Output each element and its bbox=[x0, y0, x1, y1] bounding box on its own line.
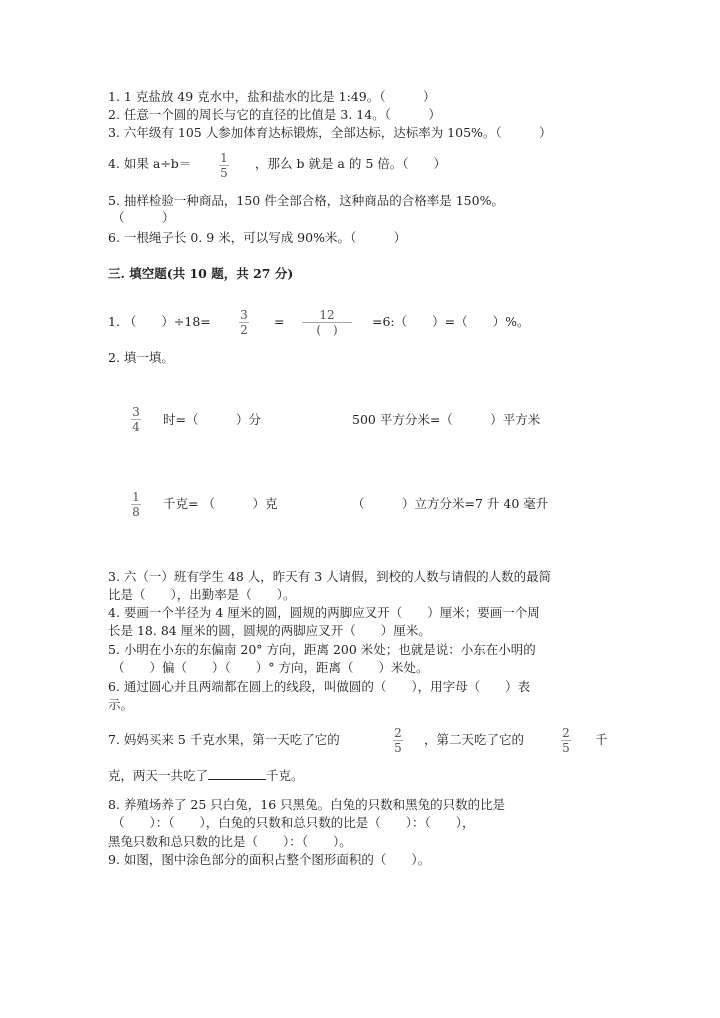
fill-q7-e: 千克。 bbox=[266, 768, 304, 783]
fill-q8-l2: （ ）：（ ），白兔的只数和总只数的比是（ ）：（ ）， bbox=[112, 815, 475, 830]
fraction-1-8 bbox=[131, 490, 141, 519]
fill-q7-c: 千 bbox=[595, 732, 608, 747]
judge-q5: 5. 抽样检验一种商品，150 件全部合格，这种商品的合格率是 150%。 bbox=[108, 193, 504, 208]
numerator: 2 bbox=[562, 726, 570, 740]
denominator: 5 bbox=[394, 741, 402, 755]
fraction-1-5 bbox=[219, 151, 229, 180]
fill-q4-l2: 长是 18. 84 厘米的圆，圆规的两脚应叉开（ ）厘米。 bbox=[108, 623, 431, 638]
fraction-3-2 bbox=[239, 308, 249, 337]
fraction-2-5 bbox=[561, 726, 571, 755]
fill-q6-l2: 示。 bbox=[108, 697, 134, 712]
fill-q7-b: ，第二天吃了它的 bbox=[424, 732, 525, 747]
denominator: 2 bbox=[240, 323, 248, 337]
fill-q2-kg: 千克= （ ）克 bbox=[163, 496, 278, 511]
judge-q4-a: 4. 如果 a÷b＝ bbox=[108, 156, 192, 171]
fraction-12-blank bbox=[302, 308, 352, 337]
denominator: ( ) bbox=[316, 323, 338, 337]
fill-q3-l2: 比是（ ），出勤率是（ ）。 bbox=[108, 587, 296, 602]
fill-q3-l1: 3. 六（一）班有学生 48 人，昨天有 3 人请假，到校的人数与请假的人数的最简 bbox=[108, 569, 552, 584]
fill-q8-l3: 黑兔只数和总只数的比是（ ）：（ ）。 bbox=[108, 834, 352, 849]
fraction-2-5 bbox=[393, 726, 403, 755]
numerator: 3 bbox=[132, 405, 140, 419]
numerator: 1 bbox=[220, 151, 228, 165]
fill-q1-a: 1. （ ）÷18= bbox=[108, 314, 211, 329]
fill-q2-area: 500 平方分米=（ ）平方米 bbox=[352, 412, 541, 427]
fraction-3-4 bbox=[131, 405, 141, 434]
judge-q4-b: ，那么 b 就是 a 的 5 倍。（ ） bbox=[255, 156, 446, 171]
numerator: 12 bbox=[319, 308, 335, 322]
fill-q1-b: =6:（ ）=（ ）%。 bbox=[372, 314, 530, 329]
fill-q9: 9. 如图，图中涂色部分的面积占整个图形面积的（ ）。 bbox=[108, 852, 431, 867]
numerator: 3 bbox=[240, 308, 248, 322]
judge-q6: 6. 一根绳子长 0. 9 米，可以写成 90%米。（ ） bbox=[108, 230, 407, 245]
fill-q6-l1: 6. 通过圆心并且两端都在圆上的线段，叫做圆的（ ），用字母（ ）表 bbox=[108, 679, 531, 694]
fill-q2-volume: （ ）立方分米=7 升 40 毫升 bbox=[352, 496, 549, 511]
equals: = bbox=[274, 314, 285, 329]
judge-q1: 1. 1 克盐放 49 克水中，盐和盐水的比是 1:49。（ ） bbox=[108, 89, 436, 104]
fill-q7-line2 bbox=[108, 767, 304, 784]
fill-q4-l1: 4. 要画一个半径为 4 厘米的圆，圆规的两脚应叉开（ ）厘米；要画一个周 bbox=[108, 605, 540, 620]
denominator: 5 bbox=[220, 166, 228, 180]
judge-q3: 3. 六年级有 105 人参加体育达标锻炼，全部达标，达标率为 105%。（ ） bbox=[108, 125, 552, 140]
denominator: 8 bbox=[132, 505, 140, 519]
fill-q8-l1: 8. 养殖场养了 25 只白兔，16 只黑兔。白兔的只数和黑兔的只数的比是 bbox=[108, 797, 506, 812]
judge-q5-answer: （ ） bbox=[112, 210, 175, 225]
denominator: 5 bbox=[562, 741, 570, 755]
fill-q5-l1: 5. 小明在小东的东偏南 20° 方向，距离 200 米处；也就是说：小东在小明的 bbox=[108, 642, 536, 657]
fill-q2-hours: 时=（ ）分 bbox=[163, 412, 261, 427]
numerator: 2 bbox=[394, 726, 402, 740]
fill-q7-d: 克，两天一共吃了 bbox=[108, 768, 209, 783]
numerator: 1 bbox=[132, 490, 140, 504]
denominator: 4 bbox=[132, 420, 140, 434]
fill-q5-l2: （ ）偏（ ）（ ）° 方向，距离（ ）米处。 bbox=[112, 660, 429, 675]
fill-q7-a: 7. 妈妈买来 5 千克水果，第一天吃了它的 bbox=[108, 732, 340, 747]
answer-blank[interactable] bbox=[208, 767, 266, 780]
judge-q2: 2. 任意一个圆的周长与它的直径的比值是 3. 14。（ ） bbox=[108, 107, 441, 122]
fill-q2-title: 2. 填一填。 bbox=[108, 350, 174, 365]
section-title: 三. 填空题(共 10 题，共 27 分) bbox=[108, 266, 294, 281]
